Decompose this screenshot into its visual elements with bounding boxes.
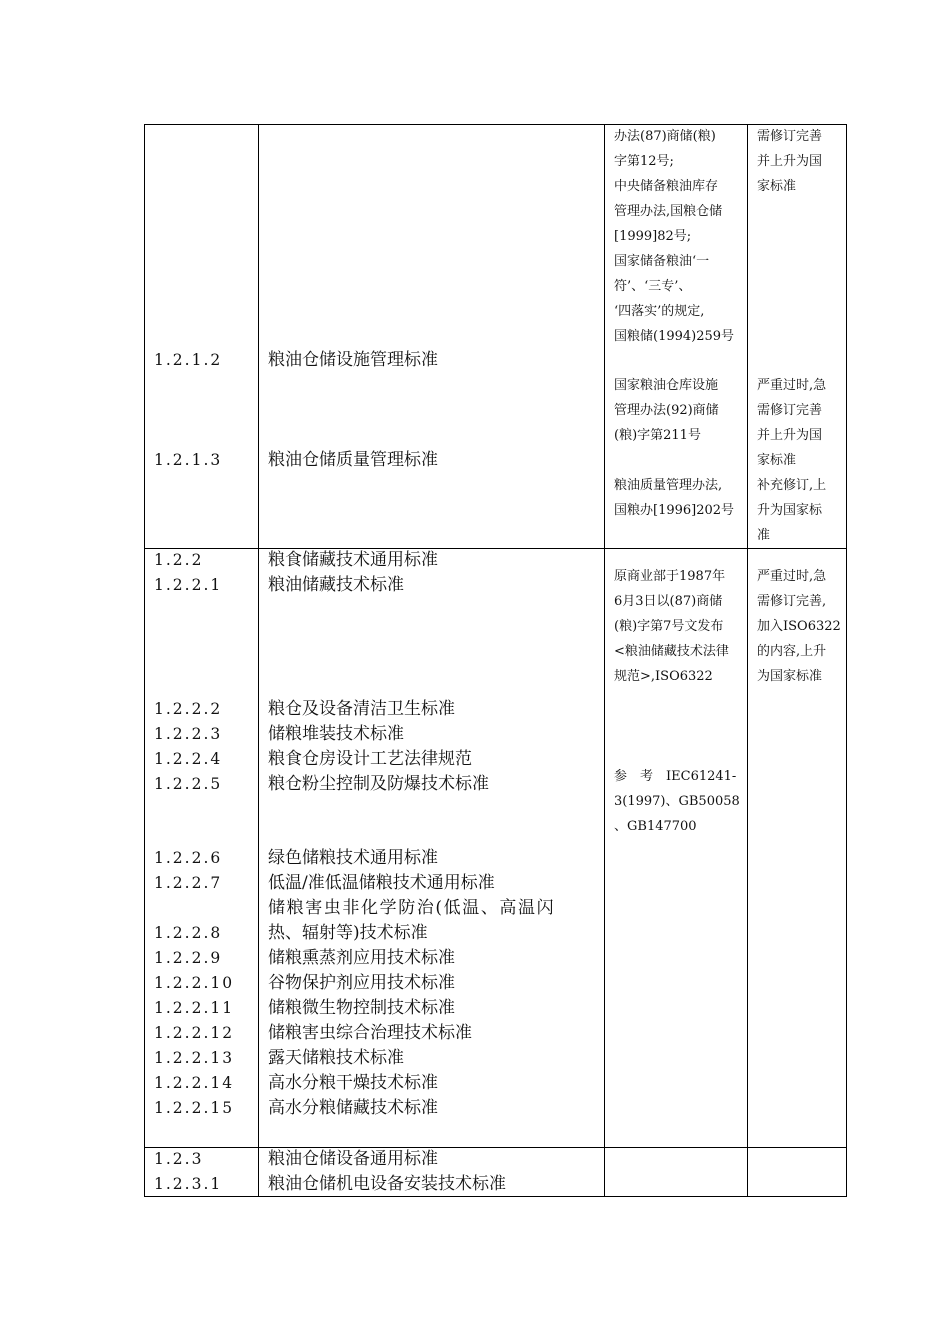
standard-code: 1.2.2.14 <box>154 1074 235 1092</box>
column-divider <box>258 124 259 1197</box>
standard-code: 1.2.2.2 <box>154 700 223 718</box>
standard-name: 高水分粮储藏技术标准 <box>268 1098 438 1118</box>
column-divider <box>747 124 748 1197</box>
standard-code: 1.2.2.7 <box>154 874 223 892</box>
standard-name: 粮油仓储设备通用标准 <box>268 1149 438 1169</box>
table-border-bottom <box>144 1196 847 1197</box>
standard-name: 热、辐射等)技术标准 <box>268 923 428 943</box>
standard-name: 高水分粮干燥技术标准 <box>268 1073 438 1093</box>
standard-code: 1.2.2.9 <box>154 949 223 967</box>
standard-code: 1.2.2.5 <box>154 775 223 793</box>
standard-name: 储粮害虫综合治理技术标准 <box>268 1023 472 1043</box>
standard-code: 1.2.3.1 <box>154 1175 223 1193</box>
standard-code: 1.2.2.4 <box>154 750 223 768</box>
standard-code: 1.2.2.6 <box>154 849 223 867</box>
standard-code: 1.2.2.13 <box>154 1049 235 1067</box>
standard-code: 1.2.3 <box>154 1150 204 1168</box>
standard-name: 粮仓粉尘控制及防爆技术标准 <box>268 774 489 794</box>
standard-code: 1.2.2.12 <box>154 1024 235 1042</box>
row-divider <box>144 548 847 549</box>
table-border-left <box>144 124 145 1197</box>
standard-code: 1.2.2.3 <box>154 725 223 743</box>
standard-code: 1.2.2 <box>154 551 204 569</box>
standard-code: 1.2.2.15 <box>154 1099 235 1117</box>
standard-name: 粮油储藏技术标准 <box>268 575 404 595</box>
standard-code: 1.2.1.3 <box>154 451 223 469</box>
standard-name: 粮油仓储设施管理标准 <box>268 350 438 370</box>
column-divider <box>604 124 605 1197</box>
standard-name: 粮食仓房设计工艺法律规范 <box>268 749 472 769</box>
standard-name: 绿色储粮技术通用标准 <box>268 848 438 868</box>
standard-name: 储粮熏蒸剂应用技术标准 <box>268 948 455 968</box>
standard-name: 粮油仓储质量管理标准 <box>268 450 438 470</box>
standard-code: 1.2.2.8 <box>154 924 223 942</box>
table-border-right <box>846 124 847 1197</box>
standard-name: 粮油仓储机电设备安装技术标准 <box>268 1174 506 1194</box>
standard-name: 露天储粮技术标准 <box>268 1048 404 1068</box>
standard-name: 储粮害虫非化学防治(低温、高温闪 <box>268 898 556 918</box>
standard-name: 储粮堆装技术标准 <box>268 724 404 744</box>
standard-code: 1.2.2.10 <box>154 974 235 992</box>
standard-name: 粮食储藏技术通用标准 <box>268 550 438 570</box>
standard-name: 粮仓及设备清洁卫生标准 <box>268 699 455 719</box>
standard-name: 谷物保护剂应用技术标准 <box>268 973 455 993</box>
standard-name: 储粮微生物控制技术标准 <box>268 998 455 1018</box>
standard-code: 1.2.1.2 <box>154 351 223 369</box>
standard-code: 1.2.2.11 <box>154 999 235 1017</box>
table-border-top <box>144 124 847 125</box>
standard-code: 1.2.2.1 <box>154 576 223 594</box>
row-divider <box>144 1147 847 1148</box>
standards-table: 1.2.1.2 粮油仓储设施管理标准 1.2.1.3 粮油仓储质量管理标准 办法(87)商储(粮) 字第12号; 中央储备粮油库存 管理办法,国粮仓储 [1999]82号; 国家储备粮油‘一 符’、‘三专’、 ‘四落实’的规定, 国粮储(1994)259号 国家粮油仓库设施 管理办法(92)商储 (粮)字第211号 粮油质量管理办法, 国粮办[1996]202号 需修订完善 并上升为国 家标准 严重过时,急 需修订完善 并上升为国 家标准 补充修订,上 升为国家标 准 1.2.2 粮食储藏技术通用标准 1.2.2.1 粮油储藏技术标准 1.2.2.2 粮仓及设备清洁卫生标准 1.2.2.3 储粮堆装技术标准 1.2.2.4 粮食仓房设计工艺法律规范 1.2.2.5 粮仓粉尘控制及防爆技术标准 1.2.2.6 绿色储粮技术通用标准 1.2.2.7 低温/准低温储粮技术通用标准 储粮害虫非化学防治(低温、高温闪 1.2.2.8 热、辐射等)技术标准 1.2.2.9 储粮熏蒸剂应用技术标准 1.2.2.10 谷物保护剂应用技术标准 1.2.2.11 储粮微生物控制技术标准 1.2.2.12 储粮害虫综合治理技术标准 1.2.2.13 露天储粮技术标准 1.2.2.14 高水分粮干燥技术标准 1.2.2.15 高水分粮储藏技术标准 原商业部于1987年 6月3日以(87)商储 (粮)字第7号文发布 <粮油储藏技术法律 规范>,ISO6322 参 考 IEC61241- 3(1997)、GB50058 、GB147700 严重过时,急 需修订完善, 加入ISO6322 的内容,上升 为国家标准 1.2.3 粮油仓储设备通用标准 1.2.3.1 粮油仓储机电设备安装技术标准 <box>144 124 847 1197</box>
standard-name: 低温/准低温储粮技术通用标准 <box>268 873 495 893</box>
